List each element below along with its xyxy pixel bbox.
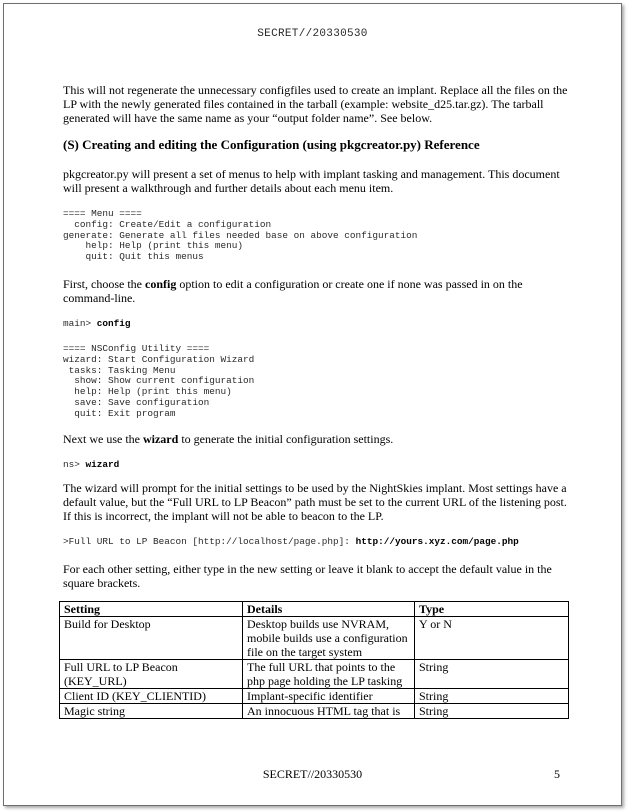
table-cell-details: An innocuous HTML tag that is — [243, 704, 415, 719]
menu-code-block — [63, 209, 568, 263]
paragraph-3 — [63, 432, 568, 446]
document-page — [3, 3, 622, 806]
table-cell-type: String — [415, 689, 569, 704]
command-prompt: ns> — [63, 459, 86, 470]
paragraph-1-text: pkgcreator.py will present a set of menus to help with implant tasking and management. This document will present a walkthrough and further details about each menu item. — [63, 167, 560, 195]
paragraph-4 — [63, 481, 568, 523]
table-cell-details: Desktop builds use NVRAM, mobile builds use a configuration file on the target system — [243, 617, 415, 660]
section-heading: (S) Creating and editing the Configuration (using pkgcreator.py) Reference — [63, 137, 480, 152]
paragraph-3-text — [63, 432, 568, 446]
table-cell-setting: Build for Desktop — [60, 617, 243, 660]
table-header-cell: Details — [243, 602, 415, 617]
table-header-row — [60, 602, 569, 617]
nsconfig-code-block — [63, 344, 568, 420]
table-cell-setting: Client ID (KEY_CLIENTID) — [60, 689, 243, 704]
table-row — [60, 617, 569, 660]
table-row — [60, 660, 569, 689]
command-url — [63, 536, 568, 547]
page-header-classification: SECRET//20330530 — [257, 28, 368, 40]
table-header-cell: Type — [415, 602, 569, 617]
command-wizard — [63, 459, 568, 470]
table-row — [60, 689, 569, 704]
table-cell-setting: Full URL to LP Beacon (KEY_URL) — [60, 660, 243, 689]
paragraph-3-after: to generate the initial configuration settings. — [178, 432, 394, 446]
table-cell-setting: Magic string — [60, 704, 243, 719]
paragraph-5 — [63, 562, 568, 590]
table-cell-details: Implant-specific identifier — [243, 689, 415, 704]
command-prompt: main> — [63, 318, 97, 329]
paragraph-3-before: Next we use the — [63, 432, 143, 446]
paragraph-3-keyword: wizard — [142, 432, 179, 446]
paragraph-2-keyword: config — [145, 277, 177, 291]
settings-table — [59, 601, 569, 719]
paragraph-5-text: For each other setting, either type in the new setting or leave it blank to accept the default value in the square brackets. — [63, 562, 552, 590]
table-cell-type: String — [415, 704, 569, 719]
page-footer-classification: SECRET//20330530 — [262, 767, 363, 781]
paragraph-2 — [63, 277, 568, 305]
command-line-wizard — [63, 459, 568, 470]
menu-code: ==== Menu ==== config: Create/Edit a configuration generate: Generate all files needed base on above configuration help: Help (print this menu) quit: Quit this menus — [63, 208, 418, 263]
paragraph-4-text: The wizard will prompt for the initial settings to be used by the NightSkies implant. Most settings have a default value, but the “Full URL to LP Beacon” path must be set to the current URL of the listening post. If this is incorrect, the implant will not be able to beacon to the LP. — [63, 481, 567, 523]
nsconfig-code: ==== NSConfig Utility ==== wizard: Start Configuration Wizard tasks: Tasking Menu show: Show current configuration help: Help (print this menu) save: Save configuration quit: Exit program — [63, 343, 255, 419]
command-line-config — [63, 318, 568, 329]
section-heading-block — [63, 137, 568, 153]
command-prompt: >Full URL to LP Beacon [http://localhost/page.php]: — [63, 536, 356, 547]
paragraph-2-after: option to edit a configuration or create one if none was passed in on the command-line. — [63, 277, 523, 305]
table-cell-details: The full URL that points to the php page holding the LP tasking — [243, 660, 415, 689]
paragraph-1 — [63, 167, 568, 195]
intro-text: This will not regenerate the unnecessary configfiles used to create an implant. Replace all the files on the LP with the newly generated files contained in the tarball (example: website_d25.tar.gz). The tarball generated will have the same name as your “output folder name”. See below. — [63, 83, 568, 125]
command-input: config — [96, 318, 131, 329]
table-row — [60, 704, 569, 719]
page-number: 5 — [554, 767, 560, 781]
command-config — [63, 318, 568, 329]
table-cell-type: Y or N — [415, 617, 569, 660]
command-input: wizard — [85, 459, 120, 470]
table-header-cell: Setting — [60, 602, 243, 617]
intro-paragraph — [63, 83, 568, 125]
paragraph-2-text — [63, 277, 568, 305]
table-cell-type: String — [415, 660, 569, 689]
command-input: http://yours.xyz.com/page.php — [355, 536, 519, 547]
paragraph-2-before: First, choose the — [63, 277, 145, 291]
command-line-url — [63, 536, 568, 547]
